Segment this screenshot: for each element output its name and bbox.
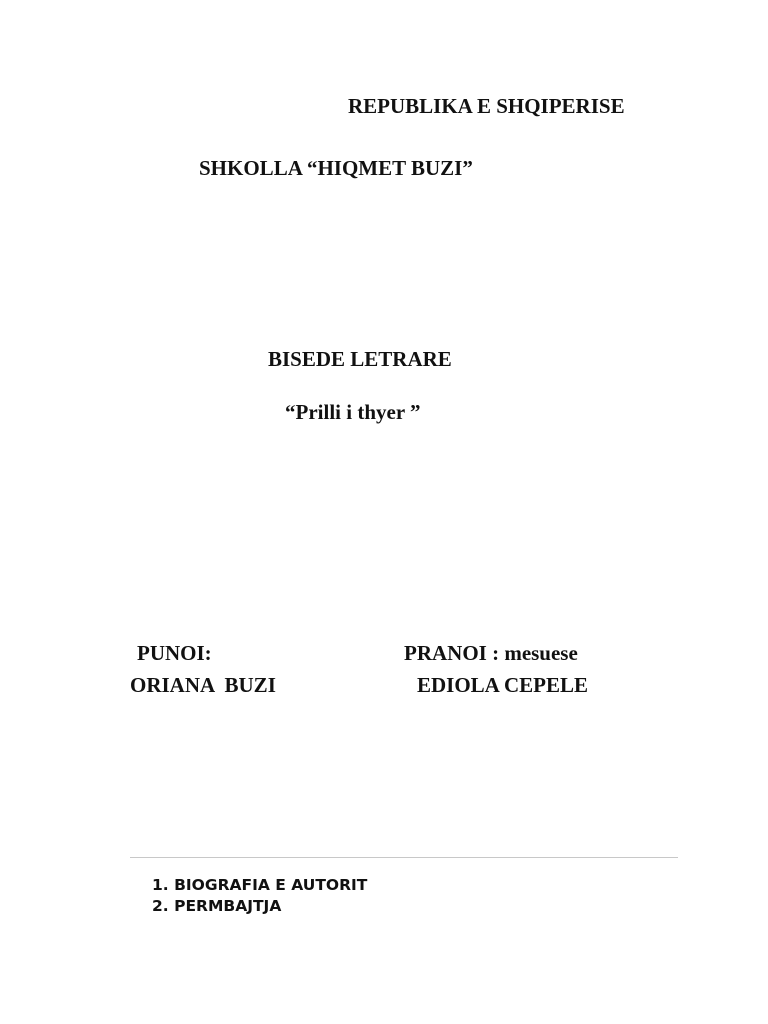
author-label: PUNOI: — [137, 641, 212, 665]
work-title: “Prilli i thyer ” — [285, 400, 421, 424]
document-title: BISEDE LETRARE — [268, 347, 452, 371]
list-item-number: 1. — [152, 876, 169, 894]
school-heading: SHKOLLA “HIQMET BUZI” — [199, 156, 473, 180]
list-item — [152, 896, 367, 917]
teacher-name: EDIOLA CEPELE — [417, 673, 588, 697]
teacher-label: PRANOI : mesuese — [404, 641, 578, 665]
list-item-number: 2. — [152, 897, 169, 915]
list-item — [152, 875, 367, 896]
author-name: ORIANA BUZI — [130, 673, 276, 697]
list-item-label: BIOGRAFIA E AUTORIT — [174, 876, 368, 894]
contents-list — [152, 875, 367, 917]
divider-line — [130, 857, 678, 858]
list-item-label: PERMBAJTJA — [174, 897, 282, 915]
country-heading: REPUBLIKA E SHQIPERISE — [348, 94, 625, 118]
